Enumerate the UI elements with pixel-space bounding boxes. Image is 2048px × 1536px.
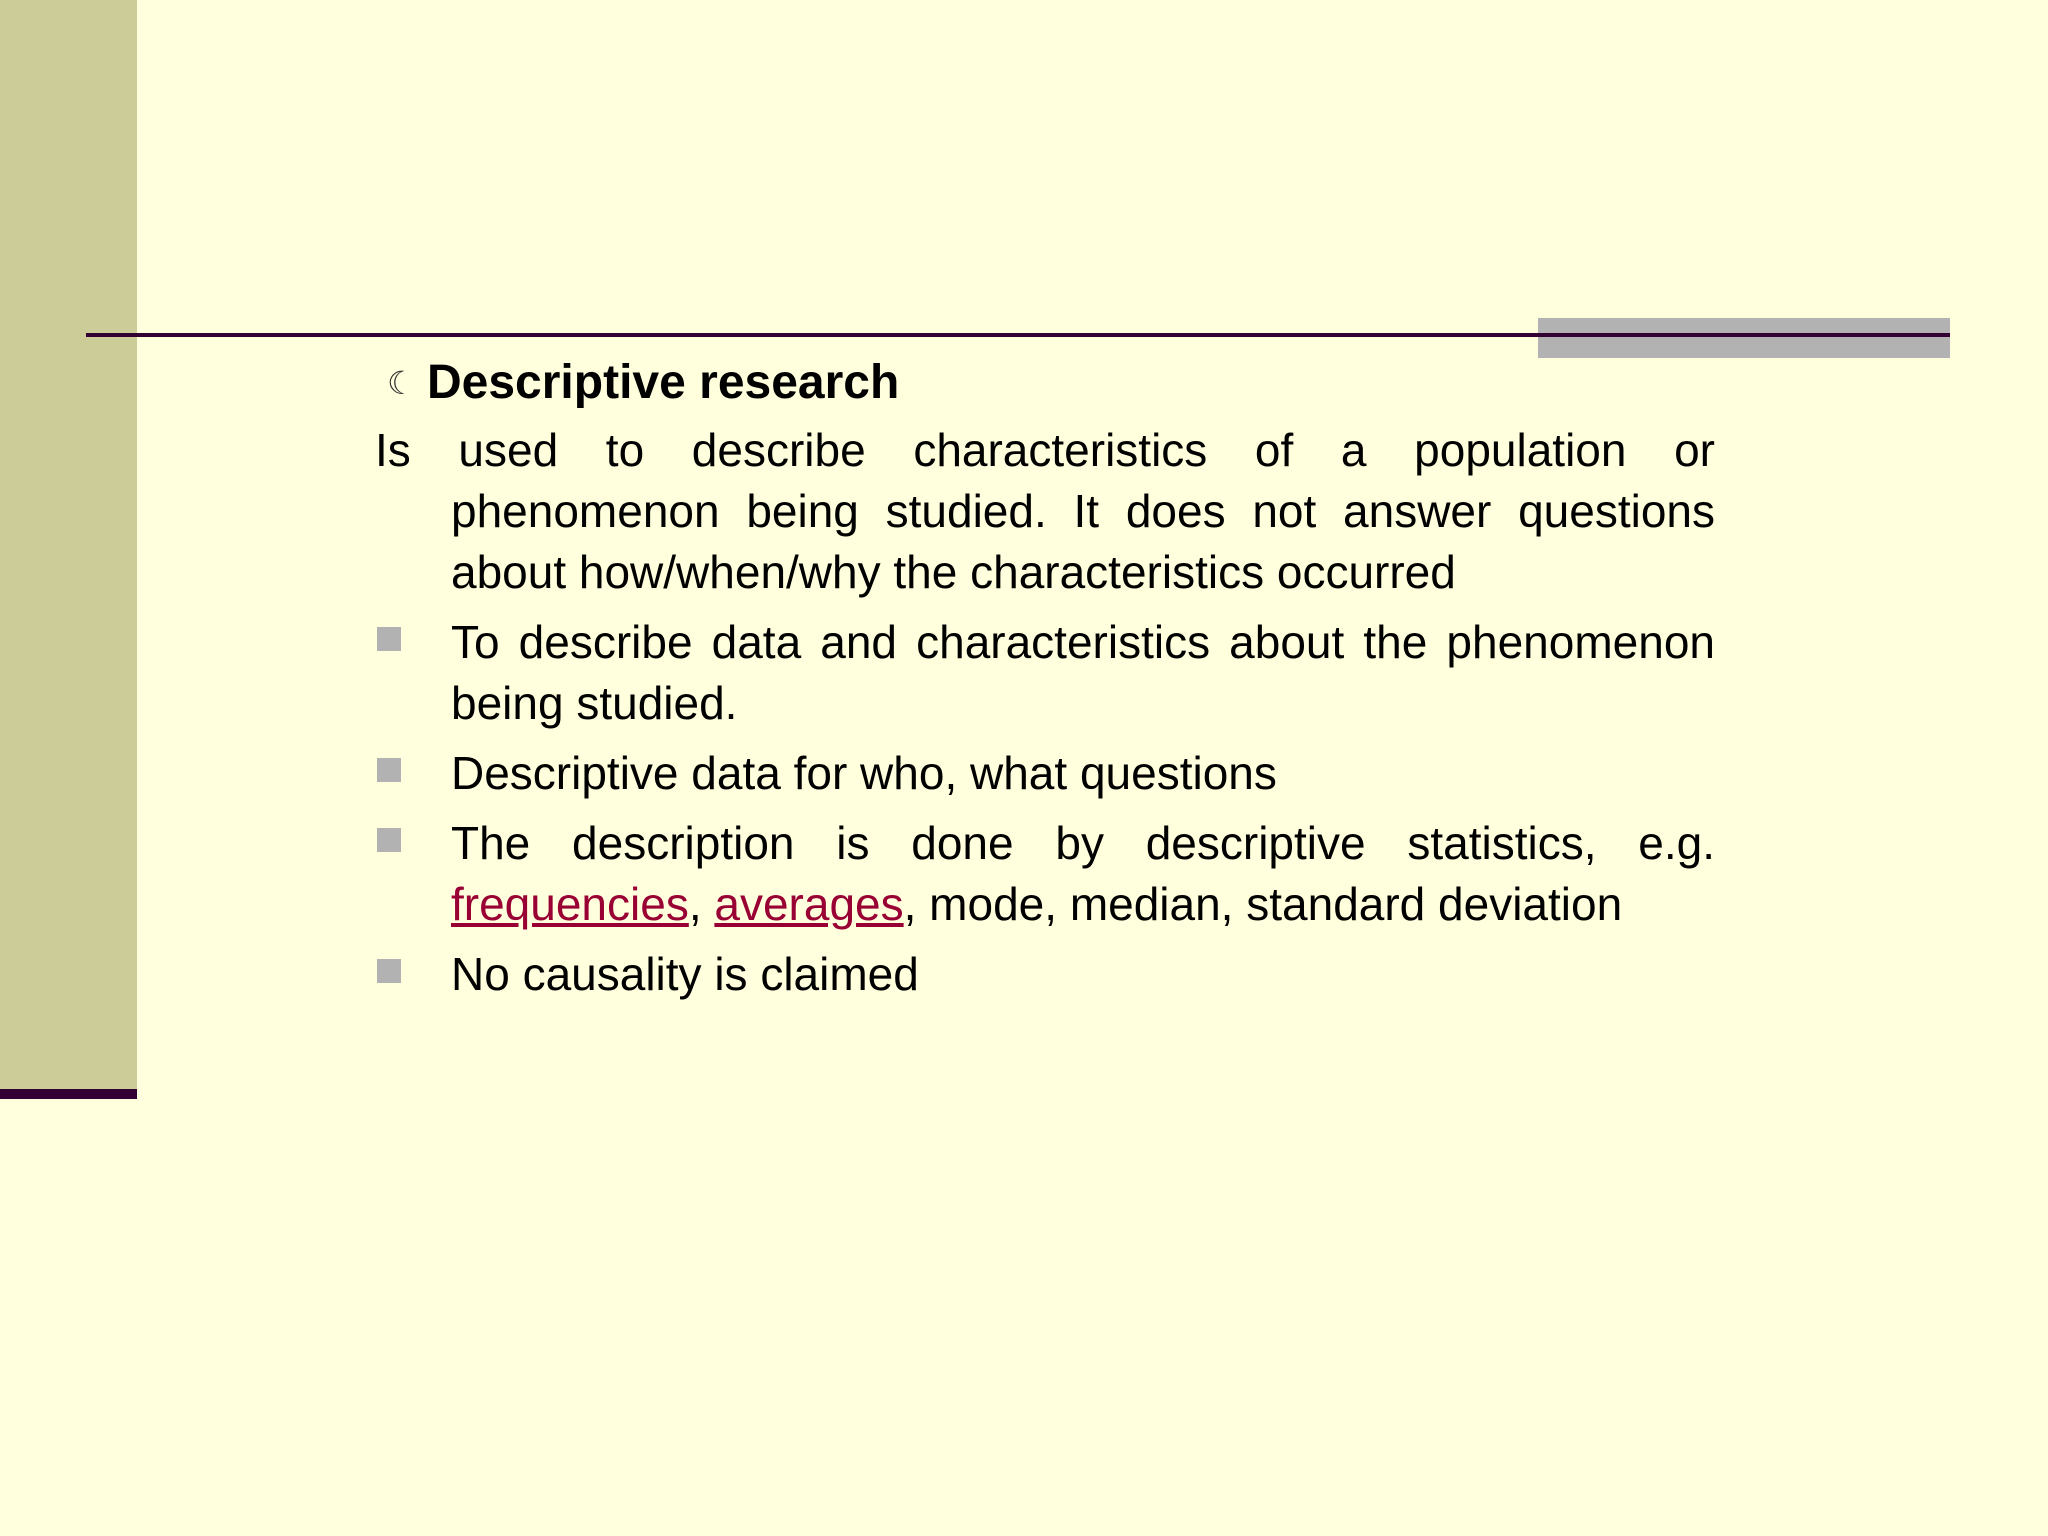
- list-item: [375, 743, 1715, 804]
- left-decorative-band: [0, 0, 137, 1089]
- bullet-text-after: , mode, median, standard deviation: [903, 878, 1623, 930]
- bullet-text: No causality is claimed: [451, 948, 919, 1000]
- bullet-text: Descriptive data for who, what questions: [451, 747, 1277, 799]
- left-band-rule: [0, 1089, 137, 1099]
- intro-paragraph: Is used to describe characteristics of a population or phenomenon being studied. It does not answer questions about how/when/why the characteristics occurred: [375, 424, 1715, 598]
- list-item: [375, 612, 1715, 734]
- title-divider-rule: [86, 333, 1950, 337]
- list-item: [375, 813, 1715, 935]
- bullet-text-before: The description is done by descriptive statistics, e.g.: [451, 817, 1715, 869]
- bullet-list: [375, 612, 1715, 1005]
- bullet-text: To describe data and characteristics about the phenomenon being studied.: [451, 616, 1715, 729]
- square-bullet-icon: [377, 627, 401, 651]
- square-bullet-icon: [377, 758, 401, 782]
- slide-content: [375, 352, 1715, 1005]
- moon-bullet-icon: ☾: [387, 365, 416, 401]
- bullet-text-between: ,: [688, 878, 715, 930]
- square-bullet-icon: [377, 828, 401, 852]
- square-bullet-icon: [377, 959, 401, 983]
- list-item: [375, 944, 1715, 1005]
- averages-link[interactable]: averages: [714, 878, 904, 930]
- frequencies-link[interactable]: frequencies: [451, 878, 689, 930]
- slide-heading: [375, 352, 1715, 414]
- heading-text: Descriptive research: [427, 356, 900, 409]
